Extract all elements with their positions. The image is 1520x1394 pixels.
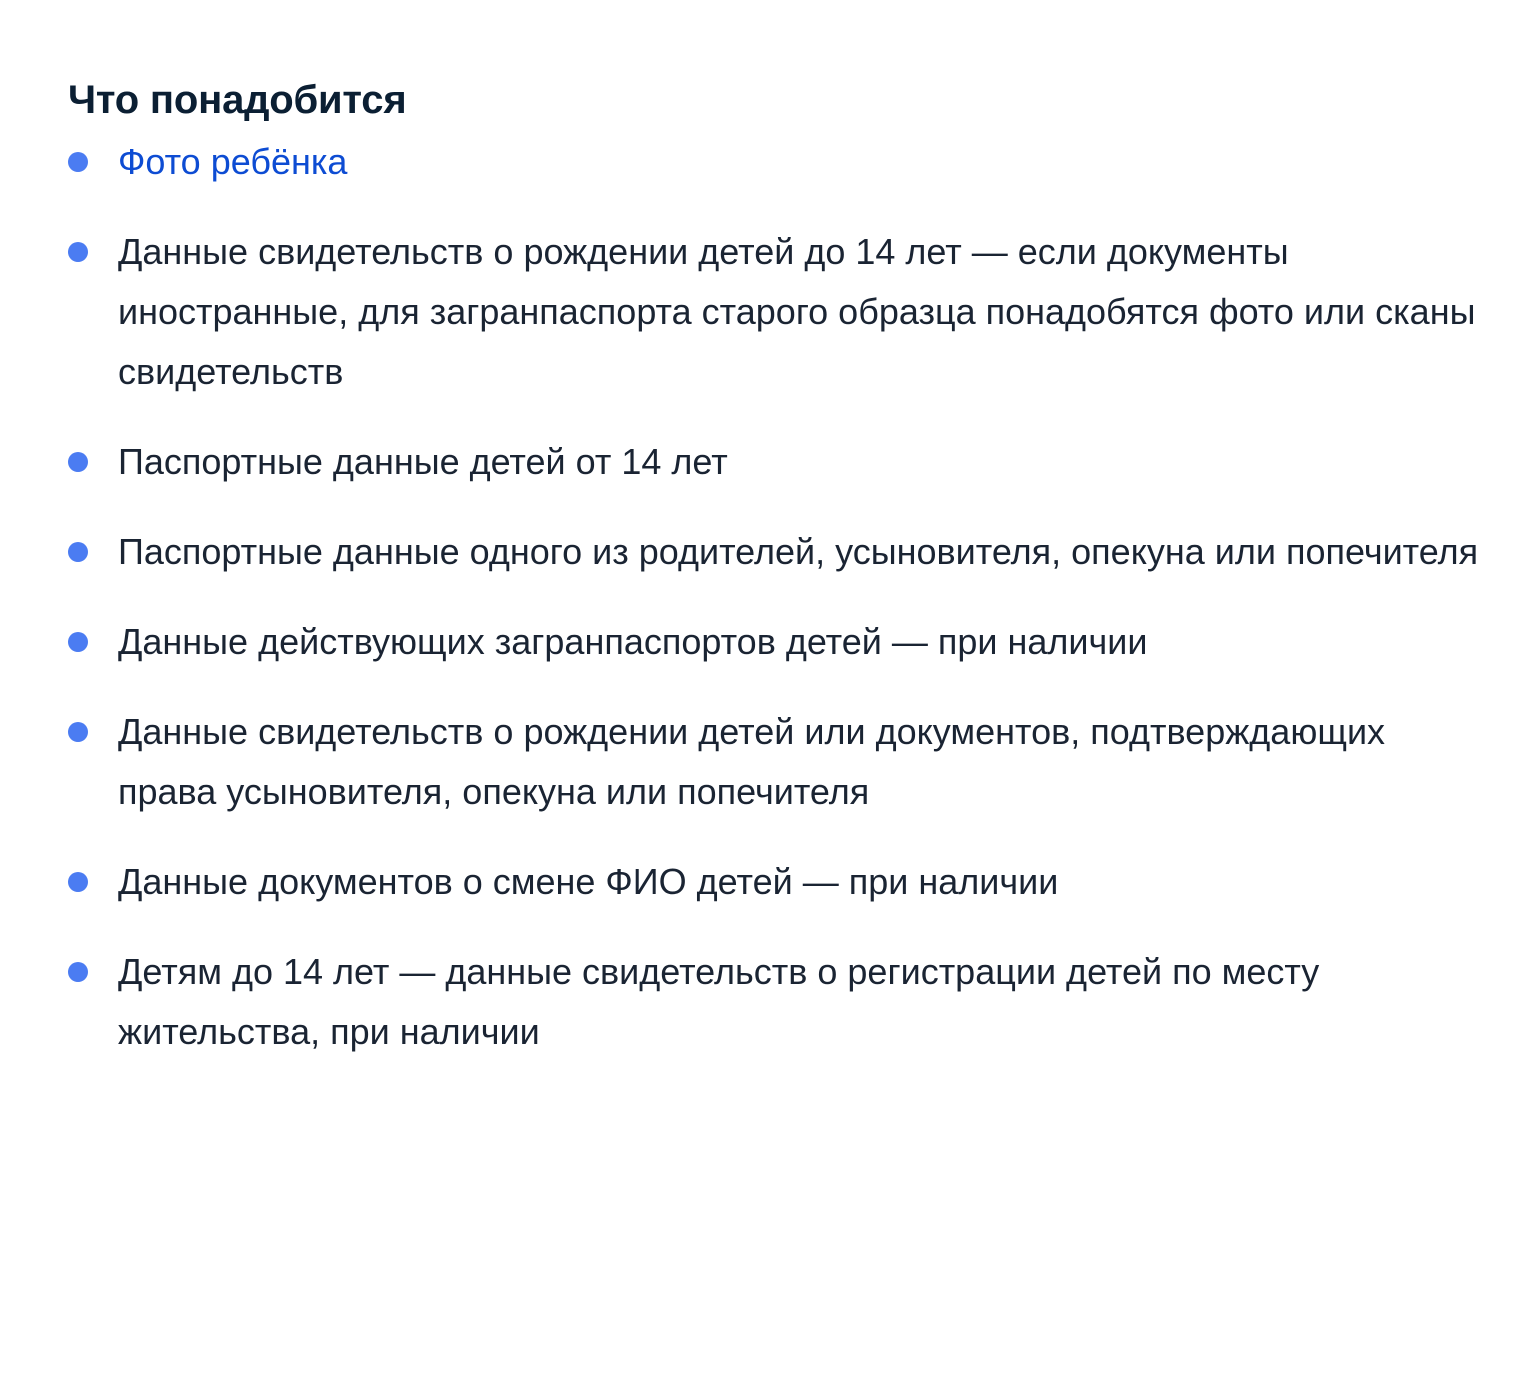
list-item — [68, 222, 1488, 402]
bullet-dot-icon — [68, 962, 88, 982]
bullet-dot-icon — [68, 722, 88, 742]
section-title: Что понадобится — [68, 78, 407, 122]
requirements-section — [68, 70, 1488, 1092]
child-photo-link[interactable]: Фото ребёнка — [118, 141, 348, 182]
list-item-text: Данные свидетельств о рождении детей или документов, подтверждающих права усыновителя, опекуна или попечителя — [118, 711, 1386, 812]
list-item-text: Детям до 14 лет — данные свидетельств о регистрации детей по месту жительства, при наличии — [118, 951, 1320, 1052]
list-item — [68, 522, 1488, 582]
list-item-text: Данные документов о смене ФИО детей — при наличии — [118, 861, 1059, 902]
list-item-text: Паспортные данные одного из родителей, усыновителя, опекуна или попечителя — [118, 531, 1479, 572]
list-item-text: Паспортные данные детей от 14 лет — [118, 441, 728, 482]
list-item — [68, 132, 1488, 192]
list-item — [68, 612, 1488, 672]
list-item — [68, 432, 1488, 492]
list-item-text: Данные свидетельств о рождении детей до 14 лет — если документы иностранные, для загранпаспорта старого образца понадобятся фото или сканы свидетельств — [118, 231, 1476, 392]
bullet-dot-icon — [68, 152, 88, 172]
list-item-text: Данные действующих загранпаспортов детей — при наличии — [118, 621, 1148, 662]
list-item — [68, 942, 1488, 1062]
bullet-dot-icon — [68, 632, 88, 652]
bullet-dot-icon — [68, 872, 88, 892]
list-item — [68, 702, 1488, 822]
requirements-list — [68, 132, 1488, 1062]
bullet-dot-icon — [68, 542, 88, 562]
bullet-dot-icon — [68, 452, 88, 472]
list-item — [68, 852, 1488, 912]
bullet-dot-icon — [68, 242, 88, 262]
